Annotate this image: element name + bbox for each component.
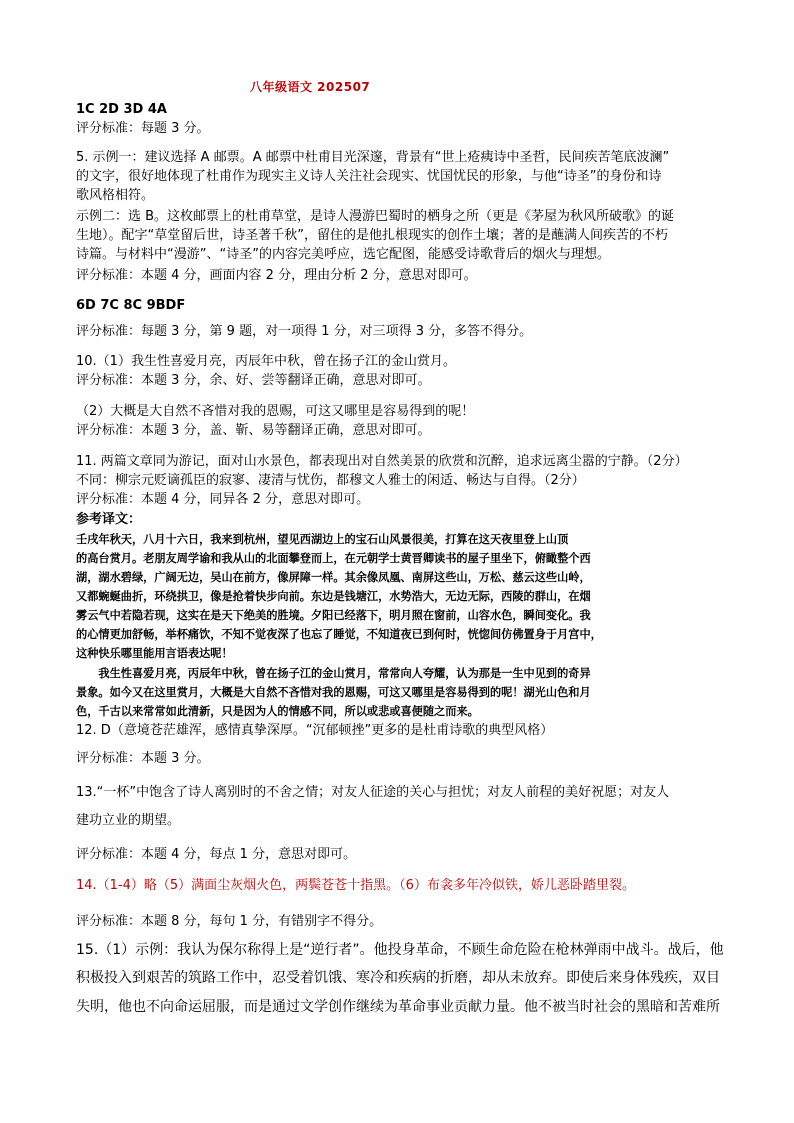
text-line: 评分标准：每题 3 分。 xyxy=(76,121,210,136)
text-line: 歌风格相符。 xyxy=(76,188,155,203)
text-line: 建功立业的期望。 xyxy=(76,813,181,828)
text-line: 生地）。配字“草堂留后世，诗圣著千秋”，留住的是他扎根现实的创作土壤；著的是蘸满人间疾苦的不朽 xyxy=(76,228,668,243)
text-line: 评分标准：本题 4 分，每点 1 分，意思对即可。 xyxy=(76,847,357,862)
text-line: 景象。如今又在这里赏月，大概是大自然不吝惜对我的恩赐，可这又哪里是容易得到的呢！湖光山色和月 xyxy=(76,685,591,699)
text-line: 参考译文： xyxy=(76,512,142,527)
text-line: 这种快乐哪里能用言语表达呢！ xyxy=(76,646,233,660)
text-line: 评分标准：本题 4 分，画面内容 2 分，理由分析 2 分，意思对即可。 xyxy=(76,268,477,283)
text-line: 诗篇。与材料中“漫游”、“诗圣”的内容完美呼应，选它配图，能感受诗歌背后的烟火与理想。 xyxy=(76,247,610,262)
text-line: 的心情更加舒畅，举杯痛饮，不知不觉夜深了也忘了睡觉，不知道夜已到何时，恍惚间仿佛置身于月宫中， xyxy=(76,627,602,641)
text-line: 10.（1）我生性喜爱月亮，丙辰年中秋，曾在扬子江的金山赏月。 xyxy=(76,354,456,369)
text-line: 失明，他也不向命运屈服，而是通过文学创作继续为革命事业贡献力量。他不被当时社会的黑暗和苦难所 xyxy=(76,999,720,1015)
text-line: 1C 2D 3D 4A xyxy=(76,102,167,117)
text-line: 12. D（意境苍茫雄浑，感情真挚深厚。“沉郁顿挫”更多的是杜甫诗歌的典型风格） xyxy=(76,723,554,738)
text-line: 13.“一杯”中饱含了诗人离别时的不舍之情；对友人征途的关心与担忧；对友人前程的美好祝愿；对友人 xyxy=(76,785,670,800)
text-line: 湖，湖水碧绿，广阔无边，吴山在前方，像屏障一样。其余像凤凰、南屏这些山，万松、慈云这些山岭， xyxy=(76,570,591,584)
text-line: 的高台赏月。老朋友周学谕和我从山的北面攀登而上，在元朝学士黄晋卿读书的屋子里坐下，俯瞰整个西 xyxy=(76,551,591,565)
text-line: 又都蜿蜒曲折，环绕拱卫，像是抢着快步向前。东边是钱塘江，水势浩大，无边无际，西陵的群山，在烟 xyxy=(76,589,591,603)
text-line: 评分标准：本题 3 分，盖、靳、易等翻译正确，意思对即可。 xyxy=(76,423,431,438)
text-line: 不同：柳宗元贬谪孤臣的寂寥、凄清与忧伤，都穆文人雅士的闲适、畅达与自得。（2分） xyxy=(76,473,585,488)
text-line: 积极投入到艰苦的筑路工作中，忍受着饥饿、寒冷和疾病的折磨，却从未放弃。即使后来身体残疾，双目 xyxy=(76,970,720,986)
text-line: 5. 示例一：建议选择 A 邮票。A 邮票中杜甫目光深邃，背景有“世上疮痍诗中圣哲，民间疾苦笔底波澜” xyxy=(76,150,670,165)
text-line: 11. 两篇文章同为游记，面对山水景色，都表现出对自然美景的欣赏和沉醉，追求远离尘嚣的宁静。（2分） xyxy=(76,454,688,469)
text-line: 评分标准：本题 3 分，余、好、尝等翻译正确，意思对即可。 xyxy=(76,373,431,388)
text-line: 评分标准：本题 8 分，每句 1 分，有错别字不得分。 xyxy=(76,914,383,929)
text-line: 我生性喜爱月亮，丙辰年中秋，曾在扬子江的金山赏月，常常向人夸耀，认为那是一生中见到的奇异 xyxy=(76,666,591,680)
text-line: 评分标准：本题 3 分。 xyxy=(76,751,210,766)
text-line: 14.（1-4）略（5）满面尘灰烟火色，两鬓苍苍十指黑。（6）布衾多年冷似铁，娇儿恶卧踏里裂。 xyxy=(76,878,635,893)
page-title: 八年级语文 202507 xyxy=(250,80,371,94)
text-line: 评分标准：本题 4 分，同异各 2 分，意思对即可。 xyxy=(76,492,370,507)
text-line: 15.（1）示例：我认为保尔称得上是“逆行者”。他投身革命，不顾生命危险在枪林弹雨中战斗。战后，他 xyxy=(76,942,724,958)
text-line: 壬戌年秋天，八月十六日，我来到杭州，望见西湖边上的宝石山风景很美，打算在这天夜里登上山顶 xyxy=(76,532,569,546)
text-line: 色，千古以来常常如此清新，只是因为人的情感不同，所以或悲或喜便随之而来。 xyxy=(76,704,479,718)
text-line: 的文字，很好地体现了杜甫作为现实主义诗人关注社会现实、忧国忧民的形象，与他“诗圣”的身份和诗 xyxy=(76,169,662,184)
text-line: 示例二：选 B。这枚邮票上的杜甫草堂，是诗人漫游巴蜀时的栖身之所（更是《茅屋为秋风所破歌》的诞 xyxy=(76,209,675,224)
text-line: 雾云气中若隐若现，这实在是天下绝美的胜境。夕阳已经落下，明月照在窗前，山容水色，瞬间变化。我 xyxy=(76,608,591,622)
text-line: 6D 7C 8C 9BDF xyxy=(76,298,186,313)
text-line: 评分标准：每题 3 分，第 9 题，对一项得 1 分，对三项得 3 分，多答不得分。 xyxy=(76,324,533,339)
text-line: （2）大概是大自然不吝惜对我的恩赐，可这又哪里是容易得到的呢！ xyxy=(76,404,475,419)
